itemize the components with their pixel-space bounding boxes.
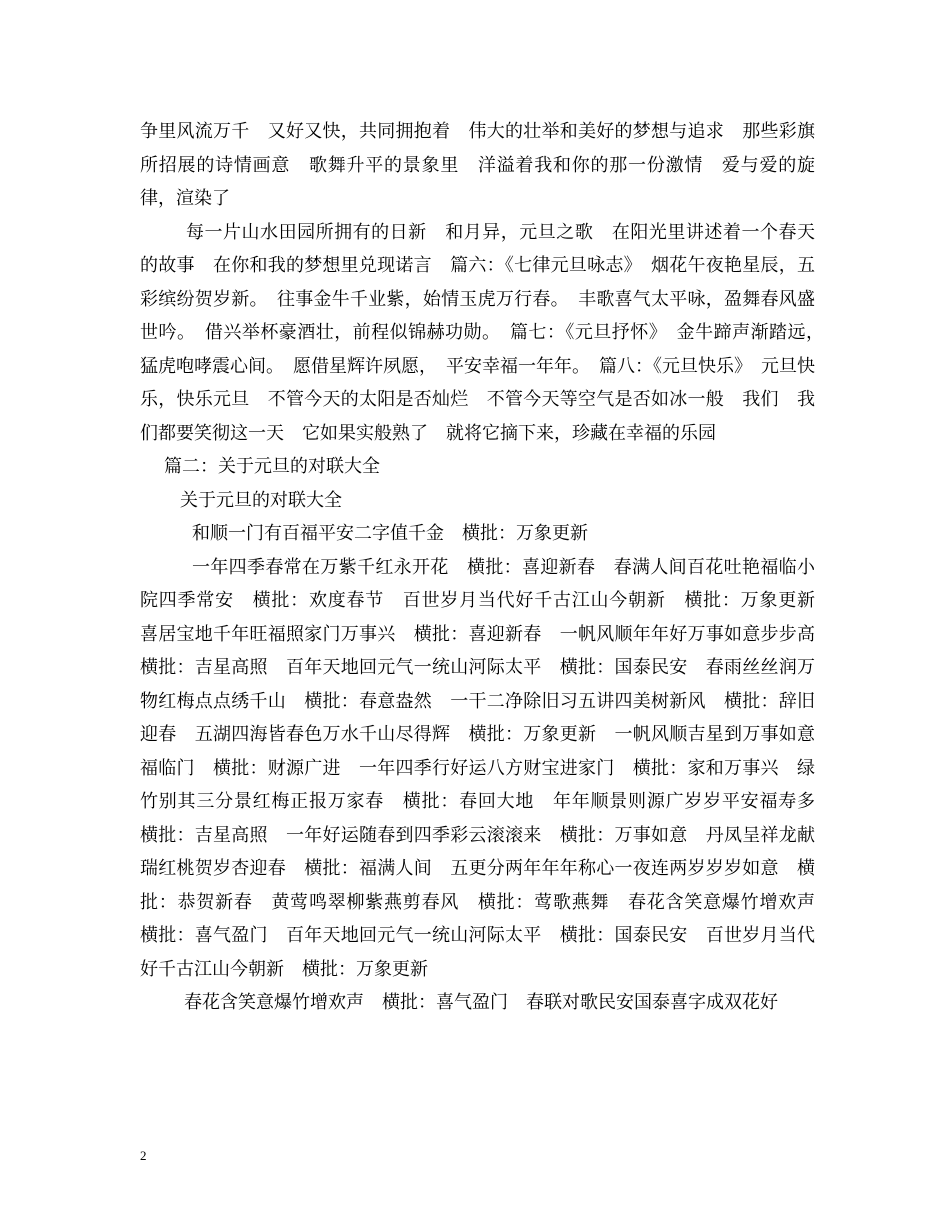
section-subheading: 关于元旦的对联大全 [180, 489, 342, 511]
paragraph-last: 春花含笑意爆竹增欢声 横批：喜气盈门 春联对歌民安国泰喜字成双花好 [184, 992, 778, 1013]
paragraph-1: 争里风流万千 又好又快，共同拥抱着 伟大的壮举和美好的梦想与追求 那些彩旗所招展的诗情画意 歌舞升平的景象里 洋溢着我和你的那一份激情 爱与爱的旋律，渲染了 [140, 121, 815, 209]
paragraph-couplet-intro: 和顺一门有百福平安二字值千金 横批：万象更新 [192, 523, 588, 544]
paragraph-couplets: 一年四季春常在万紫千红永开花 横批：喜迎新春 春满人间百花吐艳福临小院四季常安 横批：欢度春节 百世岁月当代好千古江山今朝新 横批：万象更新 喜居宝地千年旺福照家门万事兴 横批：喜迎新春 一帆风顺年年好万事如意步步高 横批：吉星高照 百年天地回元气一统山河际太平 横批：国泰民安 春雨丝丝润万物红梅点点绣千山 横批：春意盎然 一干二净除旧习五讲四美树新风 横批：辞旧迎春 五湖四海皆春色万水千山尽得辉 横批：万象更新 一帆风顺吉星到万事如意福临门 横批：财源广进 一年四季行好运八方财宝进家门 横批：家和万事兴 绿竹别其三分景红梅正报万家春 横批：春回大地 年年顺景则源广岁岁平安福寿多 横批：吉星高照 一年好运随春到四季彩云滚滚来 横批：万事如意 丹凤呈祥龙献瑞红桃贺岁杏迎春 横批：福满人间 五更分两年年年称心一夜连两岁岁岁如意 横批：恭贺新春 黄莺鸣翠柳紫燕剪春风 横批：莺歌燕舞 春花含笑意爆竹增欢声 横批：喜气盈门 百年天地回元气一统山河际太平 横批：国泰民安 百世岁月当代好千古江山今朝新 横批：万象更新 [140, 556, 833, 980]
document-body [140, 115, 833, 1020]
paragraph-2: 每一片山水田园所拥有的日新 和月异，元旦之歌 在阳光里讲述着一个春天的故事 在你和我的梦想里兑现诺言 篇六：《七律元旦咏志》 烟花午夜艳星辰，五彩缤纷贺岁新。 往事金牛千业紫，始情玉虎万行春。 丰歌喜气太平咏，盈舞春风盛世吟。 借兴举杯豪酒壮，前程似锦赫功勋。 篇七：《元旦抒怀》 金牛蹄声渐踏远， 猛虎咆哮震心间。 愿借星辉许夙愿， 平安幸福一年年。 篇八：《元旦快乐》 元旦快乐，快乐元旦 不管今天的太阳是否灿烂 不管今天等空气是否如冰一般 我们 我们都要笑彻这一天 它如果实般熟了 就将它摘下来，珍藏在幸福的乐园 [140, 221, 833, 444]
page-number: 2 [140, 1148, 147, 1163]
section-heading: 篇二：关于元旦的对联大全 [164, 456, 380, 477]
